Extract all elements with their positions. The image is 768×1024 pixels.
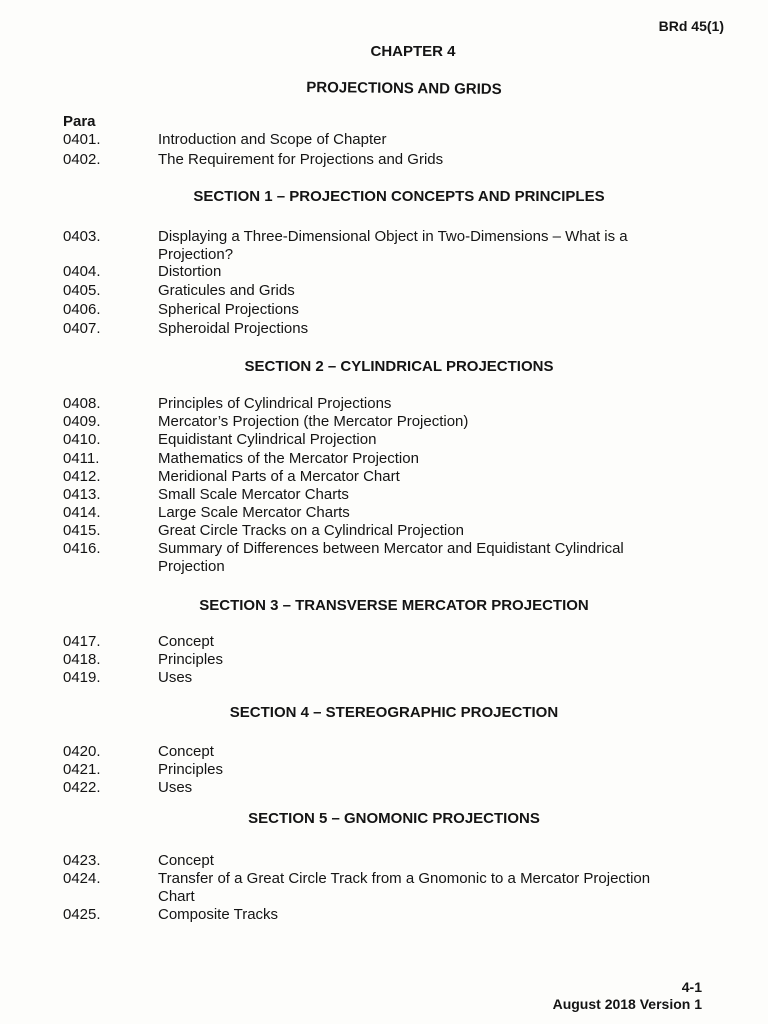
para-number: 0413. <box>63 486 101 503</box>
entry-title: Concept <box>158 633 214 650</box>
entry-title: Small Scale Mercator Charts <box>158 486 349 503</box>
entry-title: Transfer of a Great Circle Track from a Gnomonic to a Mercator Projection Chart <box>158 870 651 905</box>
para-column-heading: Para <box>63 113 96 130</box>
para-number: 0407. <box>63 320 101 337</box>
entry-title: Spheroidal Projections <box>158 320 309 337</box>
para-number: 0409. <box>63 413 101 430</box>
para-number: 0404. <box>63 263 101 280</box>
entry-title: Displaying a Three-Dimensional Object in Two-Dimensions – What is a Projection? <box>158 228 628 263</box>
entry-title: Uses <box>158 669 193 686</box>
para-number: 0403. <box>63 228 101 245</box>
para-number: 0411. <box>63 450 100 467</box>
entry-title: Principles of Cylindrical Projections <box>158 395 392 412</box>
para-number: 0412. <box>63 468 101 485</box>
chapter-title: PROJECTIONS AND GRIDS <box>306 78 502 99</box>
para-number: 0420. <box>63 743 101 760</box>
entry-title: Spherical Projections <box>158 301 299 318</box>
para-number: 0410. <box>63 431 101 448</box>
entry-title: Principles <box>158 651 224 668</box>
para-number: 0421. <box>63 761 101 778</box>
entry-title: Summary of Differences between Mercator and Equidistant Cylindrical Projection <box>158 540 624 575</box>
entry-title: Uses <box>158 779 193 796</box>
page-number: 4-1 <box>681 979 702 995</box>
edition-line: August 2018 Version 1 <box>552 996 702 1012</box>
section-heading-2: SECTION 2 – CYLINDRICAL PROJECTIONS <box>244 358 554 375</box>
entry-title: Introduction and Scope of Chapter <box>158 131 387 148</box>
para-number: 0422. <box>63 779 101 796</box>
para-number: 0418. <box>63 651 101 668</box>
entry-title: Concept <box>158 743 214 760</box>
chapter-number: CHAPTER 4 <box>370 43 456 60</box>
entry-title: Mercator’s Projection (the Mercator Projection) <box>158 413 469 430</box>
para-number: 0405. <box>63 282 101 299</box>
entry-title: Principles <box>158 761 224 778</box>
entry-title: Composite Tracks <box>158 906 279 923</box>
entry-title: Distortion <box>158 263 222 280</box>
entry-title: The Requirement for Projections and Grids <box>158 151 444 168</box>
entry-title: Mathematics of the Mercator Projection <box>158 450 419 467</box>
entry-title: Equidistant Cylindrical Projection <box>158 431 377 448</box>
para-number: 0401. <box>63 131 101 148</box>
para-number: 0425. <box>63 906 101 923</box>
entry-title: Meridional Parts of a Mercator Chart <box>158 468 400 485</box>
para-number: 0424. <box>63 870 101 887</box>
entry-title: Concept <box>158 852 214 869</box>
section-heading-5: SECTION 5 – GNOMONIC PROJECTIONS <box>248 810 540 827</box>
para-number: 0408. <box>63 395 101 412</box>
para-number: 0423. <box>63 852 101 869</box>
para-number: 0415. <box>63 522 101 539</box>
para-number: 0417. <box>63 633 101 650</box>
para-number: 0402. <box>63 151 101 168</box>
para-number: 0419. <box>63 669 101 686</box>
para-number: 0406. <box>63 301 101 318</box>
document-reference: BRd 45(1) <box>658 18 724 34</box>
section-heading-4: SECTION 4 – STEREOGRAPHIC PROJECTION <box>229 704 559 721</box>
para-number: 0414. <box>63 504 101 521</box>
section-heading-3: SECTION 3 – TRANSVERSE MERCATOR PROJECTION <box>199 597 589 614</box>
section-heading-1: SECTION 1 – PROJECTION CONCEPTS AND PRINCIPLES <box>193 188 605 205</box>
entry-title: Graticules and Grids <box>158 282 295 299</box>
entry-title: Large Scale Mercator Charts <box>158 504 350 521</box>
entry-title: Great Circle Tracks on a Cylindrical Projection <box>158 522 464 539</box>
para-number: 0416. <box>63 540 101 557</box>
